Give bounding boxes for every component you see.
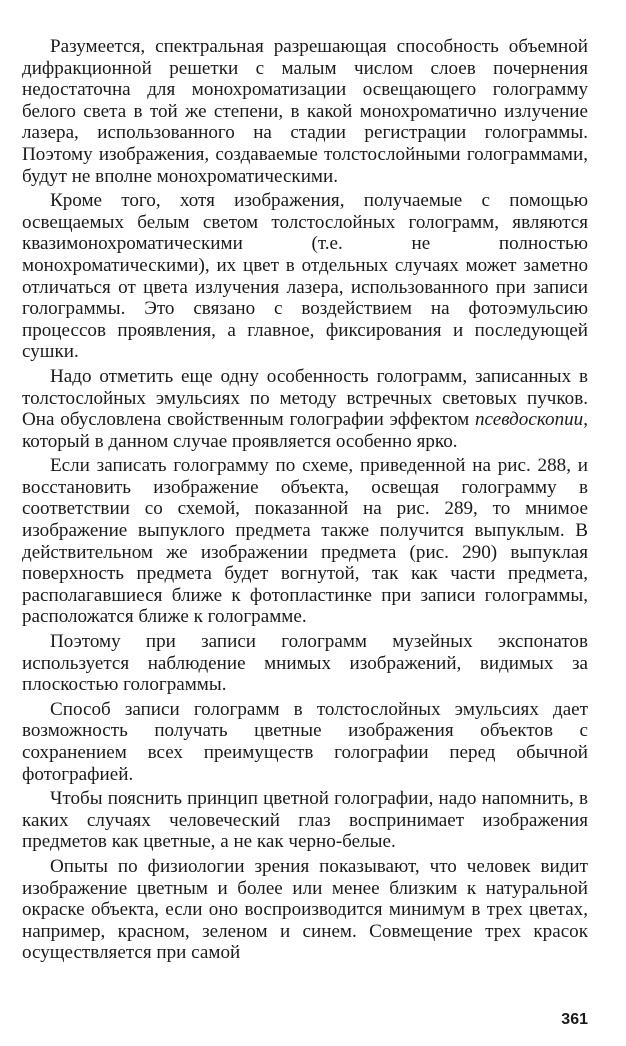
paragraph-color-images: Способ записи голограмм в толстослойных эмульсиях дает возможность получать цветные изображения объектов с сохранением всех преимуществ голографии перед обычной фотографией.	[22, 698, 588, 785]
paragraph-pseudoscopy-after: , который в данном случае проявляется особенно ярко.	[22, 409, 588, 452]
paragraph-pseudoscopy-term: псевдоскопии	[474, 409, 584, 431]
page-body	[22, 36, 588, 964]
paragraph-pseudoscopy	[22, 366, 588, 452]
page-number: 361	[561, 1011, 588, 1028]
paragraph-pseudoscopy-before: Надо отметить еще одну особенность голограмм, записанных в толстослойных эмульсиях по методу встречных световых пучков. Она обусловлена свойственным голографии эффектом	[22, 365, 588, 431]
paragraph-real-image: Если записать голограмму по схеме, приведенной на рис. 288, и восстановить изображение объекта, освещая голограмму в соответствии со схемой, показанной на рис. 289, то мнимое изображение выпуклого предмета также получится выпуклым. В действительном же изображении предмета (рис. 290) выпуклая поверхность предмета будет вогнутой, так как части предмета, располагавшиеся ближе к фотопластинке при записи голограммы, расположатся ближе к голограмме.	[22, 455, 588, 628]
paragraph-spectral-resolution: Разумеется, спектральная разрешающая способность объемной дифракционной решетки с малым числом слоев почернения недостаточна для монохроматизации освещающего голограмму белого света в той же степени, в какой монохроматично излучение лазера, использованного на стадии регистрации голограммы. Поэтому изображения, создаваемые толстослойными голограммами, будут не вполне монохроматическими.	[22, 36, 588, 187]
paragraph-color-shift: Кроме того, хотя изображения, получаемые с помощью освещаемых белым светом толстослойных голограмм, являются квазимонохроматическими (т.е. не полностью монохроматическими), их цвет в отдельных случаях может заметно отличаться от цвета излучения лазера, использованного при записи голограммы. Это связано с воздействием на фотоэмульсию процессов проявления, а главное, фиксирования и последующей сушки.	[22, 190, 588, 363]
paragraph-color-principle: Чтобы пояснить принцип цветной голографии, надо напомнить, в каких случаях человеческий глаз воспринимает изображения предметов как цветные, а не как черно-белые.	[22, 788, 588, 853]
paragraph-vision-physiology: Опыты по физиологии зрения показывают, что человек видит изображение цветным и более или менее близким к натуральной окраске объекта, если оно воспроизводится минимум в трех цветах, например, красном, зеленом и синем. Совмещение трех красок осуществляется при самой	[22, 855, 588, 964]
paragraph-museum-exhibits: Поэтому при записи голограмм музейных экспонатов используется наблюдение мнимых изображений, видимых за плоскостью голограммы.	[22, 631, 588, 696]
